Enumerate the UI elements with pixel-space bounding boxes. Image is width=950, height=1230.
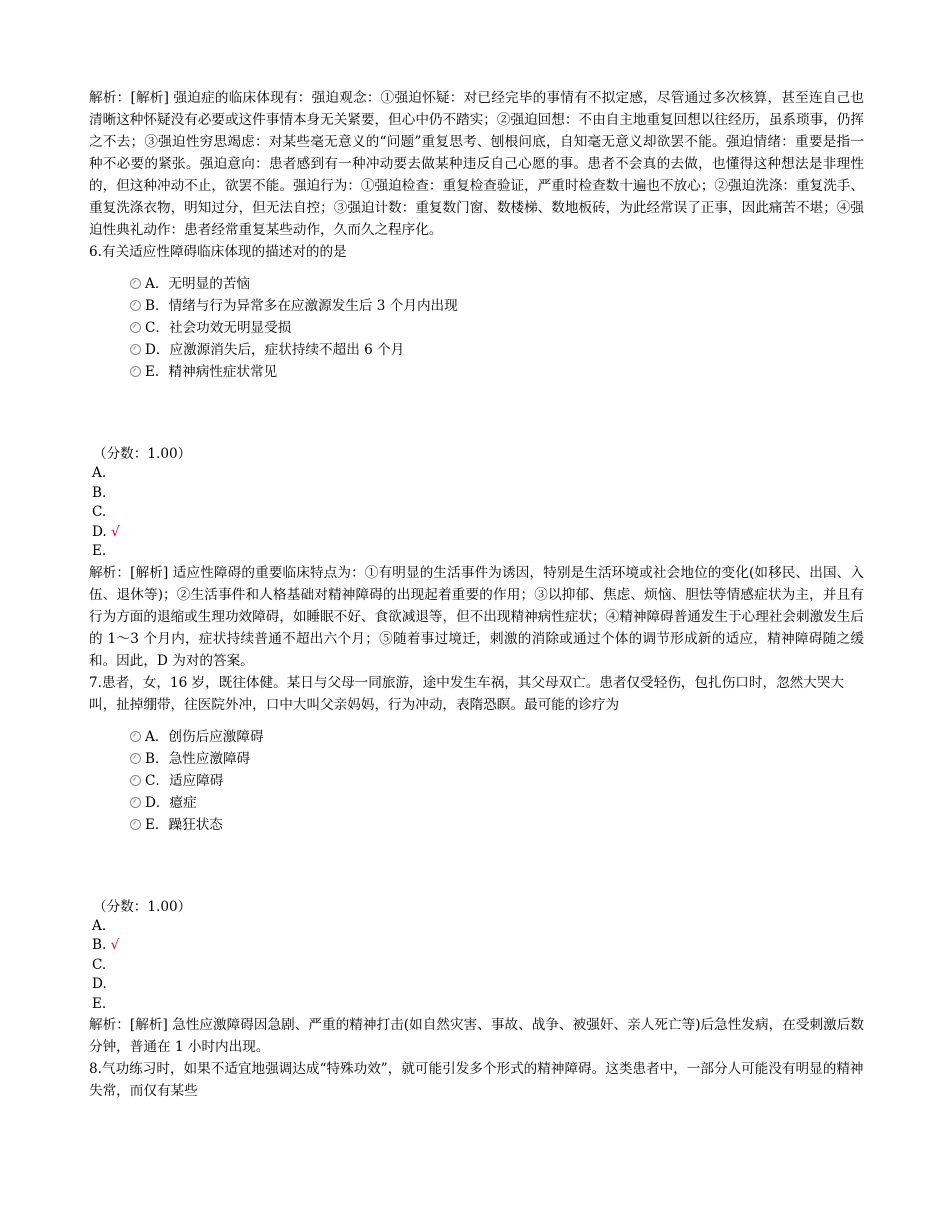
q7-answer-key bbox=[89, 917, 864, 1015]
analysis-q5: 解析：[解析] 强迫症的临床体现有：强迫观念：①强迫怀疑：对已经完毕的事情有不拟定感，尽管通过多次核算，甚至连自己也清晰这种怀疑没有必要或这件事情本身无关紧要，但心中仍不踏实；②强迫回想：不由自主地重复回想以往经历，虽系琐事，仍挥之不去；③强迫性穷思竭虑：对某些毫无意义的“问题”重复思考、刨根问底，自知毫无意义却欲罢不能。强迫情绪：重要是指一种不必要的紧张。强迫意向：患者感到有一种冲动要去做某种违反自己心愿的事。患者不会真的去做，也懂得这种想法是非理性的，但这种冲动不止，欲罢不能。强迫行为：①强迫检查：重复检查验证，严重时检查数十遍也不放心；②强迫洗涤：重复洗手、重复洗涤衣物，明知过分，但无法自控；③强迫计数：重复数门窗、数楼梯、数地板砖，为此经常误了正事，因此痛苦不堪；④强迫性典礼动作：患者经常重复某些动作，久而久之程序化。 bbox=[89, 90, 864, 238]
radio-icon[interactable] bbox=[130, 366, 141, 377]
q6-option-d[interactable]: D．应激源消失后，症状持续不超出 6 个月 bbox=[130, 339, 864, 361]
q7-option-d[interactable]: D．癔症 bbox=[130, 792, 864, 814]
q7-answer-e: E. bbox=[92, 995, 107, 1012]
radio-icon[interactable] bbox=[130, 300, 141, 311]
radio-icon[interactable] bbox=[130, 322, 141, 333]
document-page bbox=[89, 87, 864, 1102]
question-8-stem: 8.气功练习时，如果不适宜地强调达成“特殊功效”，就可能引发多个形式的精神障碍。这类患者中，一部分人可能没有明显的精神失常，而仅有某些 bbox=[89, 1061, 864, 1099]
radio-icon[interactable] bbox=[130, 753, 141, 764]
correct-check-icon: √ bbox=[111, 523, 120, 540]
q7-option-a[interactable]: A．创伤后应激障碍 bbox=[130, 726, 864, 748]
q6-score: （分数：1.00） bbox=[93, 446, 192, 462]
q7-option-c[interactable]: C．适应障碍 bbox=[130, 770, 864, 792]
radio-icon[interactable] bbox=[130, 775, 141, 786]
question-6-stem: 6.有关适应性障碍临床体现的描述对的的是 bbox=[89, 244, 347, 260]
analysis-q6: 解析：[解析] 适应性障碍的重要临床特点为：①有明显的生活事件为诱因，特别是生活环境或社会地位的变化(如移民、出国、入伍、退休等)；②生活事件和人格基础对精神障碍的出现起着重要的作用；③以抑郁、焦虑、烦恼、胆怯等情感症状为主，并且有行为方面的退缩或生理功效障碍，如睡眠不好、食欲减退等，但不出现精神病性症状；④精神障碍普通发生于心理社会刺激发生后的 1～3 个月内，症状持续普通不超出六个月；⑤随着事过境迁，刺激的消除或通过个体的调节形成新的适应，精神障碍随之缓和。因此，D 为对的答案。 bbox=[89, 564, 864, 669]
q7-answer-c: C. bbox=[92, 956, 107, 973]
q6-answer-e: E. bbox=[92, 543, 107, 559]
question-7-stem: 7.患者，女，16 岁，既往体健。某日与父母一同旅游，途中发生车祸，其父母双亡。患者仅受轻伤，包扎伤口时，忽然大哭大叫，扯掉绷带，往医院外冲，口中大叫父亲妈妈，行为冲动，表隋恐瞑。最可能的诊疗为 bbox=[89, 674, 845, 713]
q6-answer-key bbox=[89, 464, 864, 562]
radio-icon[interactable] bbox=[130, 819, 141, 830]
analysis-q7: 解析：[解析] 急性应激障碍因急剧、严重的精神打击(如自然灾害、事故、战争、被强奸、亲人死亡等)后急性发病，在受刺激后数分钟，普通在 1 小时内出现。 bbox=[89, 1017, 864, 1055]
q7-answer-b: B. bbox=[92, 937, 107, 953]
q6-answer-d-row bbox=[92, 523, 864, 543]
q7-answer-b-row bbox=[92, 936, 864, 956]
q6-option-b[interactable]: B．情绪与行为异常多在应激源发生后 3 个月内出现 bbox=[130, 295, 864, 317]
q6-answer-c: C. bbox=[92, 504, 107, 520]
q6-answer-a: A. bbox=[92, 465, 107, 481]
q6-option-a[interactable]: A．无明显的苦恼 bbox=[130, 273, 864, 295]
radio-icon[interactable] bbox=[130, 797, 141, 808]
radio-icon[interactable] bbox=[130, 278, 141, 289]
radio-icon[interactable] bbox=[130, 344, 141, 355]
q7-answer-d: D. bbox=[92, 976, 107, 992]
correct-check-icon: √ bbox=[110, 937, 120, 953]
question-6-options bbox=[130, 273, 864, 383]
q6-option-e[interactable]: E．精神病性症状常见 bbox=[130, 361, 864, 383]
q7-option-e[interactable]: E．躁狂状态 bbox=[130, 814, 864, 836]
question-7-options bbox=[130, 726, 864, 836]
q7-option-b[interactable]: B．急性应激障碍 bbox=[130, 748, 864, 770]
radio-icon[interactable] bbox=[130, 731, 141, 742]
q6-option-c[interactable]: C．社会功效无明显受损 bbox=[130, 317, 864, 339]
q6-answer-b: B. bbox=[92, 484, 107, 501]
q6-answer-d: D. bbox=[92, 523, 107, 540]
q7-answer-a: A. bbox=[92, 917, 107, 934]
q7-score: （分数：1.00） bbox=[93, 898, 192, 915]
